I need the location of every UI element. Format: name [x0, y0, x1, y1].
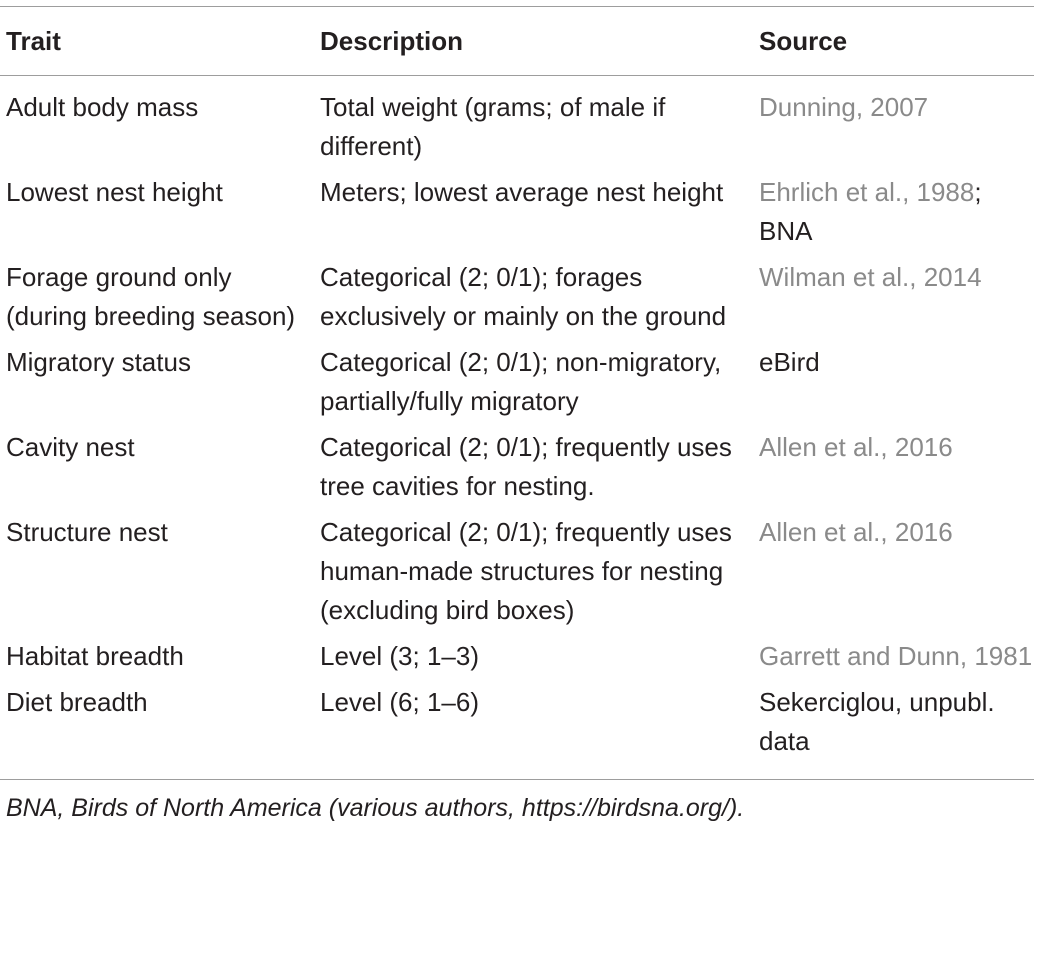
header-description: Description: [314, 7, 753, 76]
trait-cell: Structure nest: [6, 517, 168, 547]
description-cell: Total weight (grams; of male if different): [320, 92, 666, 161]
description-cell: Level (6; 1–6): [320, 687, 479, 717]
description-cell: Categorical (2; 0/1); frequently uses human-made structures for nesting (excluding bird boxes): [320, 517, 732, 625]
citation-link[interactable]: Wilman et al., 2014: [759, 262, 982, 292]
description-cell: Level (3; 1–3): [320, 641, 479, 671]
traits-table: [0, 7, 1034, 779]
header-trait: Trait: [0, 7, 314, 76]
trait-cell: Forage ground only (during breeding season): [6, 262, 296, 331]
description-cell: Categorical (2; 0/1); forages exclusively or mainly on the ground: [320, 262, 727, 331]
description-cell: Categorical (2; 0/1); frequently uses tree cavities for nesting.: [320, 432, 732, 501]
source-text: eBird: [759, 347, 820, 377]
table-row: [0, 637, 1034, 683]
description-cell: Meters; lowest average nest height: [320, 177, 724, 207]
table-row: [0, 173, 1034, 258]
table-row: [0, 683, 1034, 779]
trait-cell: Lowest nest height: [6, 177, 223, 207]
source-cell: [753, 428, 1034, 513]
source-cell: [753, 173, 1034, 258]
header-source: Source: [753, 7, 1034, 76]
citation-link[interactable]: Garrett and Dunn, 1981: [759, 641, 1033, 671]
trait-cell: Adult body mass: [6, 92, 199, 122]
trait-cell: Migratory status: [6, 347, 191, 377]
citation-link[interactable]: Ehrlich et al., 1988: [759, 177, 975, 207]
table-row: [0, 513, 1034, 637]
citation-link[interactable]: Allen et al., 2016: [759, 517, 953, 547]
table-body: [0, 76, 1034, 780]
citation-link[interactable]: Dunning, 2007: [759, 92, 929, 122]
source-cell: [753, 637, 1034, 683]
source-text: Sekerciglou, unpubl. data: [759, 687, 995, 756]
source-text: ; BNA: [759, 177, 982, 246]
table-row: [0, 258, 1034, 343]
trait-cell: Habitat breadth: [6, 641, 184, 671]
trait-cell: Diet breadth: [6, 687, 148, 717]
table-footnote: BNA, Birds of North America (various authors, https://birdsna.org/).: [6, 794, 745, 822]
table-row: [0, 76, 1034, 174]
source-cell: [753, 513, 1034, 637]
description-cell: Categorical (2; 0/1); non-migratory, partially/fully migratory: [320, 347, 722, 416]
source-cell: [753, 343, 1034, 428]
source-cell: [753, 258, 1034, 343]
source-cell: [753, 76, 1034, 174]
table-row: [0, 343, 1034, 428]
source-cell: [753, 683, 1034, 779]
table-row: [0, 428, 1034, 513]
table-header-row: [0, 7, 1034, 76]
citation-link[interactable]: Allen et al., 2016: [759, 432, 953, 462]
trait-cell: Cavity nest: [6, 432, 135, 462]
